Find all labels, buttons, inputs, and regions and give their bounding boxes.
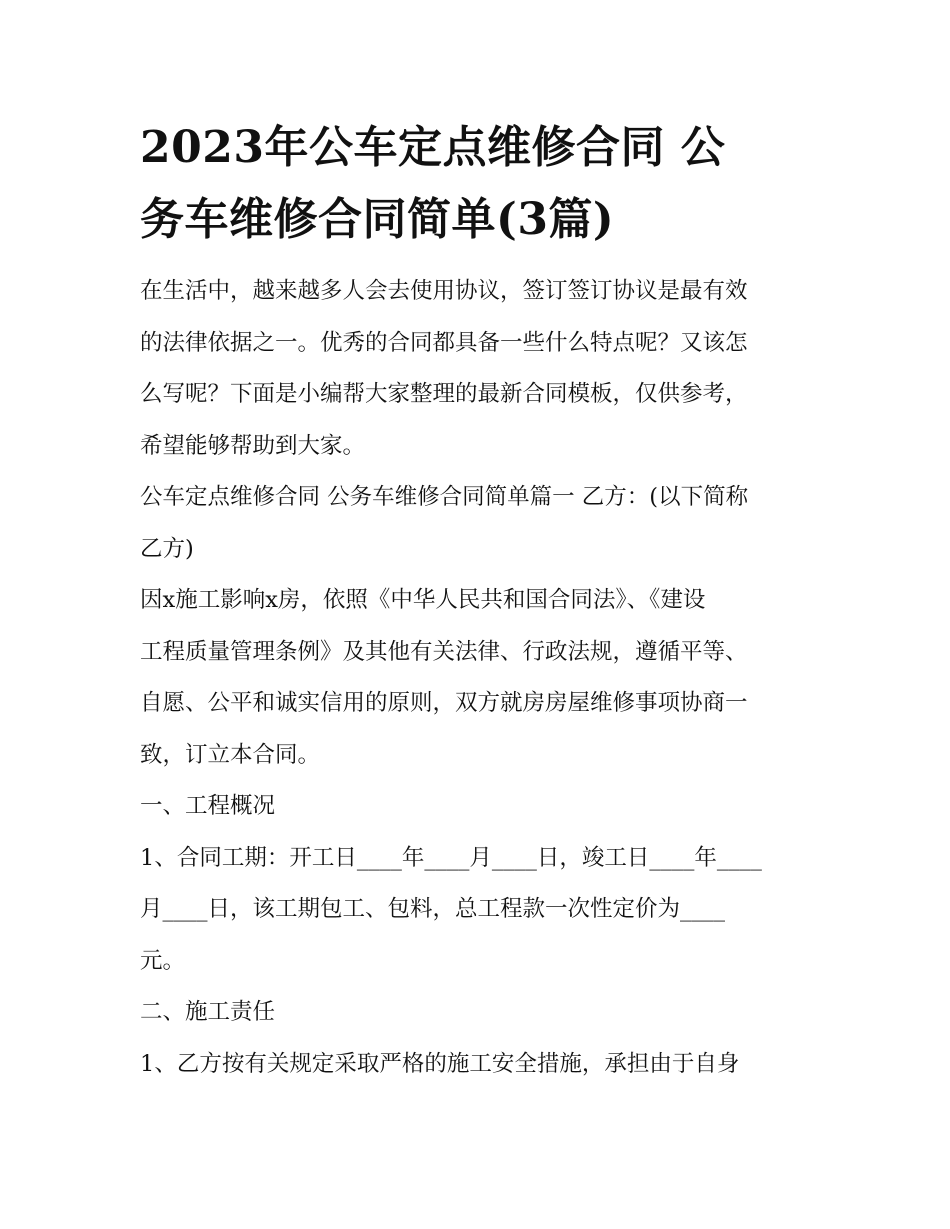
text-line: 一、工程概况: [140, 793, 276, 819]
text-line: 工程质量管理条例》及其他有关法律、行政法规，遵循平等、: [140, 638, 748, 665]
text-line: 的法律依据之一。优秀的合同都具备一些什么特点呢？又该怎: [140, 329, 748, 356]
document-title: [140, 112, 815, 256]
text-line: 1、合同工期：开工日____年____月____日，竣工日____年____: [140, 844, 762, 871]
section-heading: [140, 987, 815, 1039]
text-line: 月____日，该工期包工、包料，总工程款一次性定价为____: [140, 896, 726, 922]
title-line: 务车维修合同简单(3篇): [140, 194, 615, 245]
text-line: 在生活中，越来越多人会去使用协议，签订签订协议是最有效: [140, 278, 748, 304]
text-line: 么写呢？下面是小编帮大家整理的最新合同模板，仅供参考，: [140, 381, 748, 407]
clause-paragraph: [140, 833, 815, 988]
text-line: 希望能够帮助到大家。: [140, 432, 366, 459]
text-line: 致，订立本合同。: [140, 741, 321, 768]
text-line: 二、施工责任: [140, 999, 276, 1025]
document-page: [140, 112, 815, 1090]
text-line: 1、乙方按有关规定采取严格的施工安全措施，承担由于自身: [140, 1050, 740, 1077]
title-line: 2023年公车定点维修合同 公: [140, 122, 726, 173]
preamble-paragraph: [140, 575, 815, 781]
text-line: 元。: [140, 947, 186, 974]
text-line: 乙方): [140, 535, 194, 562]
intro-paragraph: [140, 266, 815, 472]
text-line: 因x施工影响x房，依照《中华人民共和国合同法》、《建设: [140, 587, 706, 613]
clause-paragraph: [140, 1039, 815, 1091]
text-line: 自愿、公平和诚实信用的原则，双方就房房屋维修事项协商一: [140, 690, 748, 716]
document-body: [140, 266, 815, 1090]
contract-heading-paragraph: [140, 472, 815, 575]
text-line: 公车定点维修合同 公务车维修合同简单篇一 乙方：(以下简称: [140, 484, 749, 510]
section-heading: [140, 781, 815, 833]
